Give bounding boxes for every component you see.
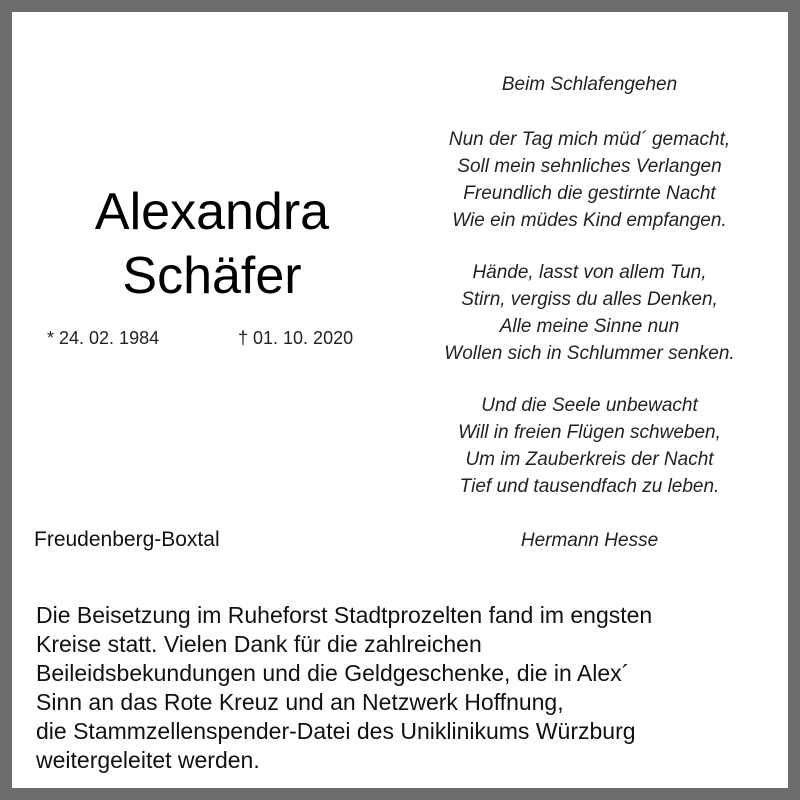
poem-line: Freundlich die gestirnte Nacht bbox=[463, 183, 716, 204]
poem-line: Stirn, vergiss du alles Denken, bbox=[461, 289, 718, 310]
notice-line: Kreise statt. Vielen Dank für die zahlreichen bbox=[36, 631, 482, 657]
poem-stanza-3 bbox=[407, 392, 772, 500]
poem-stanza-2 bbox=[407, 259, 772, 367]
poem-line: Will in freien Flügen schweben, bbox=[458, 422, 721, 443]
notice-line: Sinn an das Rote Kreuz und an Netzwerk Hoffnung, bbox=[36, 689, 564, 715]
notice-line: Beileidsbekundungen und die Geldgeschenke, die in Alex´ bbox=[36, 660, 630, 686]
poem-line: Um im Zauberkreis der Nacht bbox=[465, 449, 714, 470]
poem-author: Hermann Hesse bbox=[520, 530, 659, 551]
poem-line: Nun der Tag mich müd´ gemacht, bbox=[448, 129, 731, 150]
notice-line: Die Beisetzung im Ruheforst Stadtprozelten fand im engsten bbox=[36, 602, 653, 628]
place-of-residence: Freudenberg-Boxtal bbox=[34, 528, 220, 551]
poem-line: Tief und tausendfach zu leben. bbox=[459, 476, 720, 497]
deceased-first-name: Alexandra bbox=[94, 183, 330, 241]
poem-line: Und die Seele unbewacht bbox=[481, 395, 698, 416]
poem-line: Soll mein sehnliches Verlangen bbox=[457, 156, 722, 177]
notice-line: die Stammzellenspender-Datei des Uniklinikums Würzburg bbox=[36, 718, 636, 744]
poem-title: Beim Schlafengehen bbox=[501, 74, 678, 95]
poem-line: Wie ein müdes Kind empfangen. bbox=[452, 210, 727, 231]
death-date: † 01. 10. 2020 bbox=[238, 328, 354, 348]
poem-line: Hände, lasst von allem Tun, bbox=[472, 262, 707, 283]
poem-line: Wollen sich in Schlummer senken. bbox=[444, 343, 735, 364]
poem-line: Alle meine Sinne nun bbox=[499, 316, 680, 337]
birth-date: * 24. 02. 1984 bbox=[47, 328, 160, 348]
funeral-notice-text bbox=[36, 601, 796, 775]
poem-stanza-1 bbox=[407, 126, 772, 234]
deceased-last-name: Schäfer bbox=[122, 247, 302, 305]
notice-line: weitergeleitet werden. bbox=[36, 747, 260, 773]
